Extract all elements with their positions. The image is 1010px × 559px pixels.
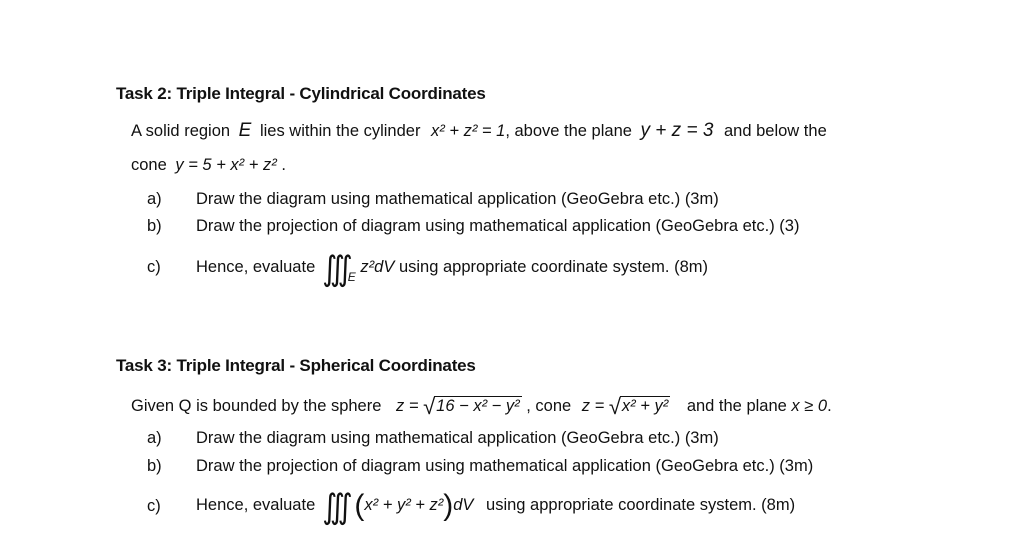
task2-item-b-text: Draw the projection of diagram using mathematical application (GeoGebra etc.) (3) [196, 217, 800, 235]
task3-item-b-text: Draw the projection of diagram using mathematical application (GeoGebra etc.) (3m) [196, 457, 814, 475]
task2-item-c-text [196, 250, 708, 286]
triple-integral-symbol: ∭ [322, 488, 348, 526]
task2-intro-p3: , above the plane [505, 122, 632, 140]
task3-sphere-radicand: 16 − x² − y² [436, 397, 520, 415]
task2-integrand: z²dV [360, 258, 395, 276]
task3-intro-p2: , cone [526, 397, 572, 415]
task2-item-c-label: c) [147, 258, 161, 276]
sqrt-icon: √ [608, 394, 621, 419]
task3-integrand-tail: dV [453, 496, 474, 514]
task2-integral-subscript: E [347, 270, 356, 284]
triple-integral-symbol: ∭ [322, 250, 348, 288]
task3-heading: Task 3: Triple Integral - Spherical Coordinates [116, 356, 476, 375]
task3-item-c-label: c) [147, 497, 161, 515]
task2-item-c-before: Hence, evaluate [196, 258, 316, 276]
task2-item-a-text: Draw the diagram using mathematical application (GeoGebra etc.) (3m) [196, 190, 719, 208]
task2-intro-end: . [281, 156, 286, 174]
task3-item-c-before: Hence, evaluate [196, 496, 316, 514]
task2-heading: Task 2: Triple Integral - Cylindrical Coordinates [116, 84, 486, 103]
task3-intro-p3: and the plane [686, 397, 787, 415]
task3-item-c-text [196, 488, 795, 524]
task3-intro-p1: Given Q is bounded by the sphere [131, 397, 382, 415]
task2-intro-p5: cone [131, 156, 167, 174]
task3-integrand: x² + y² + z² [364, 496, 444, 514]
task2-item-b-label: b) [147, 217, 162, 235]
task3-plane-eq: x ≥ 0 [791, 397, 828, 415]
task3-cone-lhs: z = [581, 397, 605, 415]
task3-sphere-lhs: z = [396, 397, 419, 415]
task3-item-a-text: Draw the diagram using mathematical application (GeoGebra etc.) (3m) [196, 429, 719, 447]
left-paren: ( [354, 489, 365, 522]
task2-intro-line1 [131, 120, 827, 142]
right-paren: ) [443, 489, 454, 522]
task2-item-c-after: using appropriate coordinate system. (8m) [398, 258, 708, 276]
task3-intro-line [131, 394, 832, 420]
task2-intro-line2 [131, 156, 286, 175]
task2-plane-eq: y + z = 3 [640, 120, 714, 141]
task2-intro-p2: lies within the cylinder [259, 122, 421, 140]
task3-item-b-label: b) [147, 457, 162, 475]
task2-item-a-label: a) [147, 190, 162, 208]
task2-region: E [238, 120, 252, 141]
task2-intro-p4: and below the [724, 122, 827, 140]
task2-cylinder-eq: x² + z² = 1 [431, 122, 506, 140]
task3-item-c-after: using appropriate coordinate system. (8m) [486, 496, 796, 514]
sqrt-icon: √ [423, 394, 436, 419]
task3-item-a-label: a) [147, 429, 162, 447]
task2-intro-p1: A solid region [131, 122, 231, 140]
task3-intro-end: . [827, 397, 832, 415]
task3-cone-radicand: x² + y² [621, 397, 669, 415]
task2-cone-eq: y = 5 + x² + z² [175, 156, 277, 174]
